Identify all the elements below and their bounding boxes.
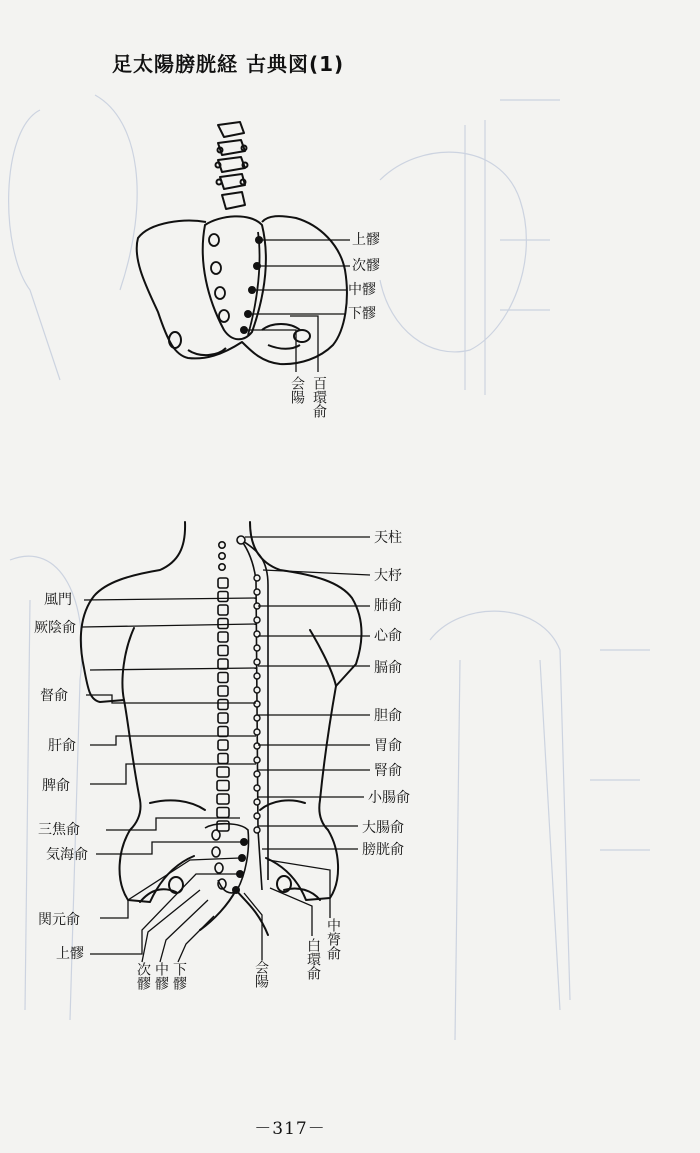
vertebra <box>218 605 228 615</box>
label-hakkanyu: 白環俞 <box>305 938 321 980</box>
leader-line <box>90 736 256 745</box>
acupoint <box>254 813 260 819</box>
acupoint <box>254 827 260 833</box>
label-hiyu: 脾俞 <box>42 778 70 794</box>
label-hyakkanyu: 百環俞 <box>311 376 327 418</box>
acupoint <box>254 659 260 665</box>
label-shinyu: 心俞 <box>374 628 402 644</box>
label-fumon: 風門 <box>44 592 72 608</box>
vertebra <box>218 754 228 764</box>
acupoint <box>254 757 260 763</box>
label-ge-ryo-back: 下髎 <box>171 962 187 990</box>
sacral-foramen <box>215 863 223 873</box>
acupoint <box>254 743 260 749</box>
leader-line <box>90 764 256 784</box>
vertebra <box>218 686 228 696</box>
leader-line <box>82 624 256 627</box>
label-sanshoyu: 三焦俞 <box>38 822 80 838</box>
label-daijo: 大杼 <box>374 568 402 584</box>
label-kangenyu: 関元俞 <box>38 912 80 928</box>
label-jo-ryo-back: 上髎 <box>56 946 84 962</box>
label-eyo-back: 会陽 <box>253 960 269 988</box>
vertebra <box>218 592 228 602</box>
label-kanyu: 肝俞 <box>48 738 76 754</box>
label-eyo: 会陽 <box>289 376 305 404</box>
label-haiyu: 肺俞 <box>374 598 402 614</box>
vertebra <box>218 740 228 750</box>
leader-line <box>160 900 208 962</box>
acupoint <box>254 645 260 651</box>
page-title: 足太陽膀胱経 古典図(1) <box>112 52 345 76</box>
acupoint <box>254 729 260 735</box>
acupoint <box>254 617 260 623</box>
vertebra <box>217 767 229 777</box>
label-tenchu: 天柱 <box>374 530 402 546</box>
leader-line <box>270 888 312 936</box>
label-ketsuinyu: 厥陰俞 <box>34 620 76 636</box>
label-chu-ryo-back: 中髎 <box>153 962 169 990</box>
leader-line <box>84 598 256 600</box>
vertebra <box>218 700 228 710</box>
vertebra <box>218 632 228 642</box>
acupoint <box>254 799 260 805</box>
acupoint <box>254 687 260 693</box>
acupoint <box>254 701 260 707</box>
acupoint-markers <box>232 536 260 894</box>
acupoint <box>254 575 260 581</box>
vertebra <box>218 673 228 683</box>
vertebra <box>217 808 229 818</box>
label-tokuyu: 督俞 <box>40 688 68 704</box>
leader-line <box>263 570 370 575</box>
leader-line <box>86 695 256 703</box>
label-ge-ryo: 下髎 <box>348 306 376 322</box>
label-churyoyu: 中膂俞 <box>325 918 341 960</box>
leader-line <box>90 668 256 670</box>
vertebra <box>218 646 228 656</box>
sacral-foramen <box>212 847 220 857</box>
vertebra <box>217 781 229 791</box>
label-jo-ryo: 上髎 <box>352 232 380 248</box>
acupoint <box>254 785 260 791</box>
acupoint <box>254 771 260 777</box>
vertebra <box>219 542 225 548</box>
vertebra <box>219 553 225 559</box>
label-jinyu: 腎俞 <box>374 763 402 779</box>
vertebra <box>218 713 228 723</box>
vertebra <box>218 619 228 629</box>
label-shochoyu: 小腸俞 <box>368 790 410 806</box>
vertebra <box>218 659 228 669</box>
leader-line <box>96 842 244 854</box>
label-tanyu: 胆俞 <box>374 708 402 724</box>
acupoint <box>254 673 260 679</box>
sacral-foramen <box>212 830 220 840</box>
acupoint <box>237 536 245 544</box>
acupoint <box>254 715 260 721</box>
label-iyu: 胃俞 <box>374 738 402 754</box>
vertebra <box>218 727 228 737</box>
acupoint <box>254 589 260 595</box>
label-kakuyu: 膈俞 <box>374 660 402 676</box>
vertebra <box>217 794 229 804</box>
label-kikaiyu: 気海俞 <box>46 847 88 863</box>
vertebra <box>217 821 229 831</box>
label-bokoyu: 膀胱俞 <box>362 842 404 858</box>
label-ji-ryo-back: 次髎 <box>135 962 151 990</box>
label-daichoyu: 大腸俞 <box>362 820 404 836</box>
label-chu-ryo: 中髎 <box>348 282 376 298</box>
vertebra <box>219 564 225 570</box>
vertebra <box>218 578 228 588</box>
label-ji-ryo: 次髎 <box>352 258 380 274</box>
acupoint <box>232 886 240 894</box>
page-number: －317－ <box>254 1119 326 1139</box>
